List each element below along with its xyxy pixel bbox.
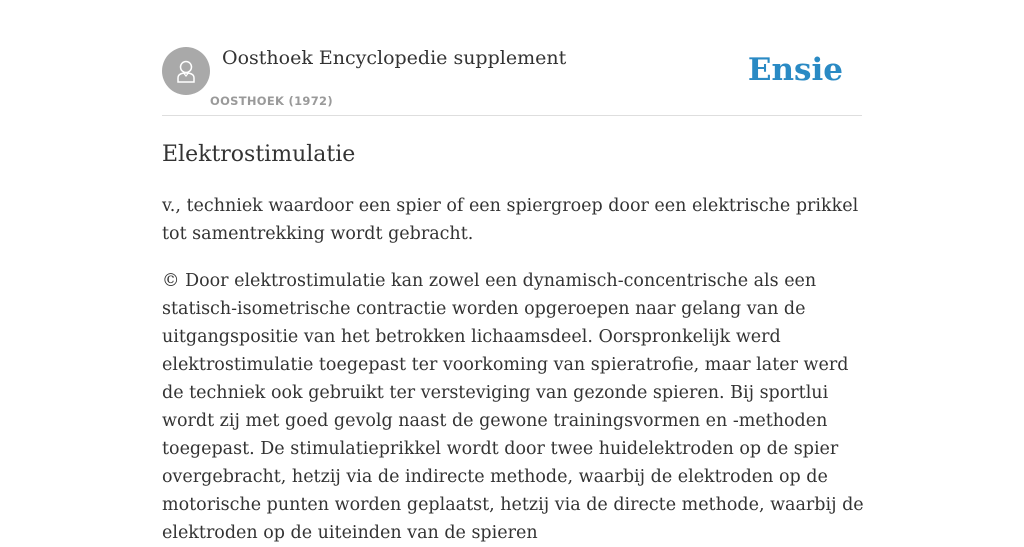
- book-title[interactable]: Oosthoek Encyclopedie supplement: [222, 47, 567, 69]
- user-icon: [173, 57, 199, 85]
- article-title: Elektrostimulatie: [162, 142, 356, 167]
- content-column: [162, 0, 864, 543]
- book-header: [162, 0, 862, 116]
- article-paragraph-definition: v., techniek waardoor een spier of een spiergroep door een elektrische prikkel tot samentrekking wordt gebracht.: [162, 196, 859, 244]
- ensie-logo[interactable]: Ensie: [747, 52, 843, 88]
- article-paragraph-body: © Door elektrostimulatie kan zowel een dynamisch-concentrische als een statisch-isometrische contractie worden opgeroepen naar gelang van de uitgangspositie van het betrokken lichaamsdeel. Oorspronkelijk werd elektrostimulatie toegepast ter voorkoming van spieratrofie, maar later werd de techniek ook gebruikt ter versteviging van gezonde spieren. Bij sportlui wordt zij met goed gevolg naast de gewone trainingsvormen en -methoden toegepast. De stimulatieprikkel wordt door twee huidelektroden op de spier overgebracht, hetzij via de indirecte methode, waarbij de elektroden op de motorische punten worden geplaatst, hetzij via de directe methode, waarbij de elektroden op de uiteinden van de spieren: [162, 271, 864, 543]
- publisher-label: OOSTHOEK (1972): [210, 94, 333, 108]
- avatar[interactable]: [162, 47, 210, 95]
